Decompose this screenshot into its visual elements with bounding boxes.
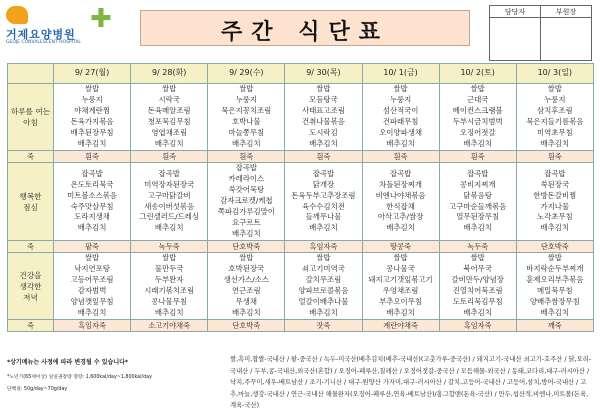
label-line: 건강을 (19, 270, 42, 280)
day-header-6: 10/ 2(토) (439, 64, 516, 84)
dinner-row (8, 253, 594, 320)
approval-sign-manager[interactable] (490, 18, 541, 61)
menu-item: 쌀밥 (162, 84, 177, 94)
menu-item: 도토리묵김무침 (452, 296, 503, 306)
lunch-soup-cell-3: 단호박죽 (208, 241, 285, 253)
menu-item: 무생채 (235, 296, 258, 306)
dinner-cell-7 (516, 253, 593, 320)
menu-item: 호박나물 (232, 117, 261, 126)
menu-item: 양념깻잎무침 (70, 296, 114, 306)
title-banner (140, 10, 470, 46)
day-header-7: 10/ 3(일) (516, 64, 593, 84)
menu-item: 쌀밥 (239, 253, 254, 263)
menu-item: 돈육가지볶음 (70, 117, 114, 126)
menu-item: 그린샐러드/드레싱 (139, 212, 199, 222)
menu-item: 배추김치 (154, 307, 184, 317)
lunch-cell-7 (516, 163, 593, 241)
breakfast-soup-cell-1: 흰죽 (54, 151, 131, 163)
menu-item: 잡곡밥 (81, 168, 103, 178)
menu-item: 쪽파김가루김말이 (217, 206, 275, 216)
menu-item: 북어무국 (463, 264, 492, 274)
menu-item: 미역초무침 (536, 127, 573, 137)
lunch-soup-cell-4: 흑임자죽 (285, 241, 362, 253)
menu-item: 묵은지꽁치조림 (221, 106, 272, 116)
menu-item: 아삭고추/쌈장 (377, 212, 424, 222)
menu-item: 가지나물 (540, 201, 570, 211)
breakfast-soup-cell-4: 흰죽 (285, 151, 362, 163)
menu-item: 건취나물볶음 (302, 117, 345, 126)
lunch-label (8, 163, 54, 241)
menu-item: 삼치후조림 (536, 106, 573, 116)
menu-item: 쌀밥 (316, 253, 331, 263)
breakfast-cell-5 (362, 84, 439, 151)
dinner-cell-1 (54, 253, 131, 320)
menu-item: 메밀묵무침 (536, 286, 573, 295)
menu-item: 양배추쌈장무침 (529, 296, 580, 306)
menu-item: 열무된장무침 (456, 212, 500, 222)
label-line: 저녁 (23, 292, 38, 302)
menu-item: 도시락김 (309, 127, 338, 137)
menu-item: 카레라이스 (228, 174, 265, 184)
lunch-cell-2 (131, 163, 208, 241)
menu-item: 진열치어묵조림 (452, 286, 503, 295)
menu-item: 마늘쫑무침 (228, 127, 265, 137)
menu-item: 차돌된장찌개 (379, 179, 422, 189)
lunch-soup-cell-1: 팥죽 (54, 241, 131, 253)
menu-item: 배추김치 (77, 307, 107, 317)
dinner-cell-4 (285, 253, 362, 320)
menu-item: 잡곡밥 (466, 168, 489, 178)
breakfast-label (8, 84, 54, 151)
menu-item: 닭개장 (312, 179, 335, 189)
lunch-soup-cell-5: 땅콩죽 (362, 241, 439, 253)
menu-item: 쌀밥 (547, 84, 562, 94)
menu-item: 배추김치 (154, 138, 184, 148)
menu-item: 쑥된장국 (540, 179, 570, 189)
breakfast-soup-cell-7: 흰죽 (516, 151, 593, 163)
change-notice: *상기메뉴는 사정에 따라 변경될 수 있습니다* (7, 359, 129, 366)
menu-item: 연근조림 (232, 286, 261, 295)
menu-item: 배추김치 (232, 138, 261, 148)
logo-cross-icon: ✚ (90, 4, 112, 34)
menu-item: 잡곡밥 (389, 168, 412, 178)
breakfast-soup-cell-5: 흰죽 (362, 151, 439, 163)
menu-item: 시래기볶치조림 (144, 286, 195, 295)
menu-item: 청포묵김무침 (147, 117, 191, 126)
menu-item: 호박된장국 (228, 264, 265, 274)
menu-item: 야채계란찜 (74, 106, 110, 116)
menu-item: 섬산적국이 (382, 106, 419, 116)
menu-item: 비엔나야채볶음 (375, 190, 426, 200)
menu-item: 갈치무조림 (305, 275, 342, 285)
menu-item: 돈육메알조림 (147, 106, 191, 116)
menu-item: 배추된장무침 (70, 127, 114, 137)
menu-item: 미역장자된장국 (144, 179, 195, 189)
menu-item: 돼지고기갯잎볶고기 (368, 275, 433, 285)
menu-item: 요구르트 (232, 217, 261, 227)
menu-item: 갈비만두/양념장 (451, 275, 504, 285)
breakfast-cell-2 (131, 84, 208, 151)
dinner-cell-3 (208, 253, 285, 320)
lunch-cell-6 (439, 163, 516, 241)
dinner-soup-cell-5: 계란야채죽 (362, 320, 439, 332)
menu-item: 육수수김치전 (302, 201, 345, 211)
menu-item: 배추김치 (154, 223, 184, 233)
lunch-soup-cell-2: 녹두죽 (131, 241, 208, 253)
approval-col-vice-director: 부원장 (541, 6, 592, 18)
menu-item: 오징어젓갈 (459, 127, 496, 137)
menu-item: 배추김치 (540, 138, 570, 148)
menu-item: 닭볶음탕 (463, 190, 492, 200)
menu-item: 물만두국 (154, 264, 184, 274)
day-header-2: 9/ 28(화) (131, 64, 208, 84)
label-line: 점심 (23, 202, 38, 212)
menu-item: 부추오이무침 (379, 296, 422, 306)
menu-item: 누룽지 (81, 95, 103, 105)
lunch-row (8, 163, 594, 241)
dinner-soup-cell-6: 흑임자죽 (439, 320, 516, 332)
lunch-soup-row (8, 241, 594, 253)
breakfast-cell-4 (285, 84, 362, 151)
menu-item: 고구마순들깨볶음 (449, 201, 507, 211)
day-header-5: 10/ 1(금) (362, 64, 439, 84)
menu-item: 근대국 (466, 95, 489, 105)
menu-item: 쌀밥 (393, 84, 408, 94)
menu-item: 두부시금치범벅 (452, 117, 503, 126)
menu-item: 배추김치 (540, 307, 570, 317)
dinner-soup-cell-3: 단호박죽 (208, 320, 285, 332)
breakfast-soup-row (8, 151, 594, 163)
menu-item: 들깨무나물 (305, 212, 342, 222)
menu-item: 온도토리묵국 (70, 179, 114, 189)
menu-item: 누룽지 (235, 95, 258, 105)
menu-item: 누룽지 (544, 95, 566, 105)
menu-item: 한식잡채 (386, 201, 415, 211)
menu-item: 잡곡밥 (312, 168, 335, 178)
protein-standard: 단백질: 50g/day~70g/day (7, 387, 68, 392)
menu-item: 감자범벅 (77, 286, 107, 295)
menu-item: 미트볼소스볶음 (67, 190, 118, 200)
menu-item: 얼갈이배추나물 (298, 296, 349, 306)
menu-item: 쌀밥 (547, 253, 562, 263)
lunch-soup-cell-7: 단호박죽 (516, 241, 593, 253)
menu-item: 배추김치 (309, 138, 338, 148)
menu-item: 돈육두부고추장조림 (291, 190, 356, 200)
breakfast-cell-6 (439, 84, 516, 151)
menu-item: 노각초무침 (536, 212, 573, 222)
dinner-cell-6 (439, 253, 516, 320)
menu-item: 시락국 (158, 95, 180, 105)
dinner-soup-cell-7: 깨죽 (516, 320, 593, 332)
menu-item: 배추김치 (463, 223, 492, 233)
breakfast-row (8, 84, 594, 151)
menu-item: 모듬탕국 (309, 95, 338, 105)
menu-item: 베이컨스크램블 (452, 106, 503, 116)
menu-item: 쑥갓어묵탕 (228, 185, 265, 195)
menu-item: 배추김치 (386, 138, 415, 148)
menu-item: 쌀밥 (470, 253, 485, 263)
lunch-cell-5 (362, 163, 439, 241)
label-line: 아침 (23, 118, 38, 127)
footnote (7, 355, 229, 392)
label-line: 생각한 (19, 281, 42, 291)
menu-item: 배추김치 (77, 223, 107, 233)
menu-item: 도라지생채 (74, 212, 110, 222)
menu-item: 생선가스/소스 (223, 275, 269, 285)
menu-item: 쌀밥 (470, 84, 485, 94)
breakfast-cell-1 (54, 84, 131, 151)
breakfast-soup-cell-3: 흰죽 (208, 151, 285, 163)
menu-item: 감자크로켓/케첩 (220, 196, 273, 206)
menu-item: 쌀밥 (316, 84, 331, 94)
logo-subtitle: GEOJE CONVALESCENT HOSPITAL (6, 40, 81, 45)
menu-item: 쌀밥 (239, 84, 254, 94)
menu-item: 배추김치 (463, 307, 492, 317)
day-header-3: 9/ 29(수) (208, 64, 285, 84)
lunch-soup-label: 죽 (8, 241, 54, 253)
approval-box (489, 5, 592, 61)
label-line: 하루를 여는 (10, 107, 51, 116)
menu-item: 훈제오리부추볶음 (526, 275, 584, 285)
logo-name: 거제요양병원 (6, 28, 76, 41)
menu-item: 영엽채조림 (151, 127, 188, 137)
dinner-cell-2 (131, 253, 208, 320)
dinner-soup-cell-1: 흑임자죽 (54, 320, 131, 332)
menu-item: 사태표고조림 (302, 106, 345, 116)
lunch-soup-cell-6: 녹두죽 (439, 241, 516, 253)
dinner-soup-cell-2: 소고기야채죽 (131, 320, 208, 332)
dinner-soup-label: 죽 (8, 320, 54, 332)
origin-notice: 쌀,흑미,찹쌀-국내산 / 팥-중국산 / 녹두-미국산(배추김치(배추-국내산)(고춧가루-중국산) / 돼지고기-국내산 쇠고기-호주산 / 닭,오리-국내산 / 두부,콩-국내산,외국산(혼합) / 오징어-페루산,칠레산 / 오징어젓갈-중국산 / 모듬해물-외국산 / 동태,코다리,대구-러시아산 / 낙지,주꾸미,새우-베트남산 / 조기-기니산 / 대구-원양산 가자미,대구-러시아산 / 갈치,고등어-국내산 / 고등어,삼치,방어-국내산 / 고추,마늘,생강-국내산 / 연근-국내산 해물완자(오징어-페루산,연육-베트남산)/홍그합맨(돈육-국산) / 만두,섭산적,비엔나,미트볼(돈육,계육-국산) (230, 356, 592, 410)
menu-item: 잡곡밥 (544, 168, 566, 178)
menu-item: 잡곡밥 (158, 168, 180, 178)
menu-item: 잡곡밥 (235, 163, 258, 173)
menu-item: 두부완자 (154, 275, 184, 285)
dinner-soup-row (8, 320, 594, 332)
corner-cell (8, 64, 54, 84)
menu-item: 배추김치 (232, 307, 261, 317)
lunch-cell-1 (54, 163, 131, 241)
menu-item: 숙주맛살무침 (70, 201, 114, 211)
menu-item: 배추김치 (386, 307, 415, 317)
day-header-4: 9/ 30(목) (285, 64, 362, 84)
menu-item: 오이양파생채 (379, 127, 422, 137)
breakfast-soup-label: 죽 (8, 151, 54, 163)
menu-item: 배추김치 (386, 223, 415, 233)
menu-item: 쌀밥 (84, 253, 100, 263)
menu-item: 배추김치 (309, 223, 338, 233)
menu-item: 배추김치 (309, 307, 338, 317)
menu-item: 고등어무조림 (70, 275, 114, 285)
menu-item: 배추김치 (463, 138, 492, 148)
day-header-1: 9/ 27(월) (54, 64, 131, 84)
dinner-label (8, 253, 54, 320)
breakfast-soup-cell-6: 흰죽 (439, 151, 516, 163)
menu-item: 건파래무침 (382, 117, 419, 126)
menu-item: 양파브로콜볶음 (298, 286, 349, 295)
breakfast-soup-cell-2: 흰죽 (131, 151, 208, 163)
label-line: 행복한 (19, 191, 42, 201)
breakfast-cell-7 (516, 84, 593, 151)
menu-item: 누룽지 (389, 95, 412, 105)
menu-item: 콩비지찌개 (459, 179, 496, 189)
menu-item: 묵은지들기름볶음 (526, 117, 584, 126)
approval-sign-vice-director[interactable] (541, 18, 592, 61)
menu-item: 콩나물국 (386, 264, 415, 274)
menu-item: 배추김치 (232, 228, 261, 238)
menu-item: 배추김치 (77, 138, 107, 148)
menu-item: 쌀밥 (393, 253, 408, 263)
calorie-standard: *노년기(65세이상) 일일권장량 열량: 1,600kal/day~1,800kal/day (7, 375, 152, 380)
dinner-soup-cell-4: 잣죽 (285, 320, 362, 332)
lunch-cell-4 (285, 163, 362, 241)
breakfast-cell-3 (208, 84, 285, 151)
menu-item: 배추김치 (540, 223, 570, 233)
page-title: 주간 식단표 (221, 20, 389, 45)
day-header-row (8, 64, 594, 84)
logo-mark-icon (6, 6, 28, 24)
menu-item: 고구마닭갈비 (147, 190, 191, 200)
menu-item: 쇠고기미역국 (302, 264, 345, 274)
menu-item: 콩나물무침 (151, 296, 188, 306)
menu-item: 한방돈갈비찜 (533, 190, 577, 200)
approval-col-manager: 담당자 (490, 6, 541, 18)
menu-item: 새송이버섯볶음 (144, 201, 195, 211)
menu-item: 쌀밥 (162, 253, 177, 263)
menu-item: 우엉채조림 (382, 286, 419, 295)
menu-item: 쌀밥 (84, 84, 100, 94)
dinner-cell-5 (362, 253, 439, 320)
weekly-menu-table (7, 63, 594, 332)
hospital-logo (4, 4, 112, 48)
menu-item: 낙지연포탕 (74, 264, 110, 274)
lunch-cell-3 (208, 163, 285, 241)
menu-item: 바지락순두부찌개 (526, 264, 584, 274)
